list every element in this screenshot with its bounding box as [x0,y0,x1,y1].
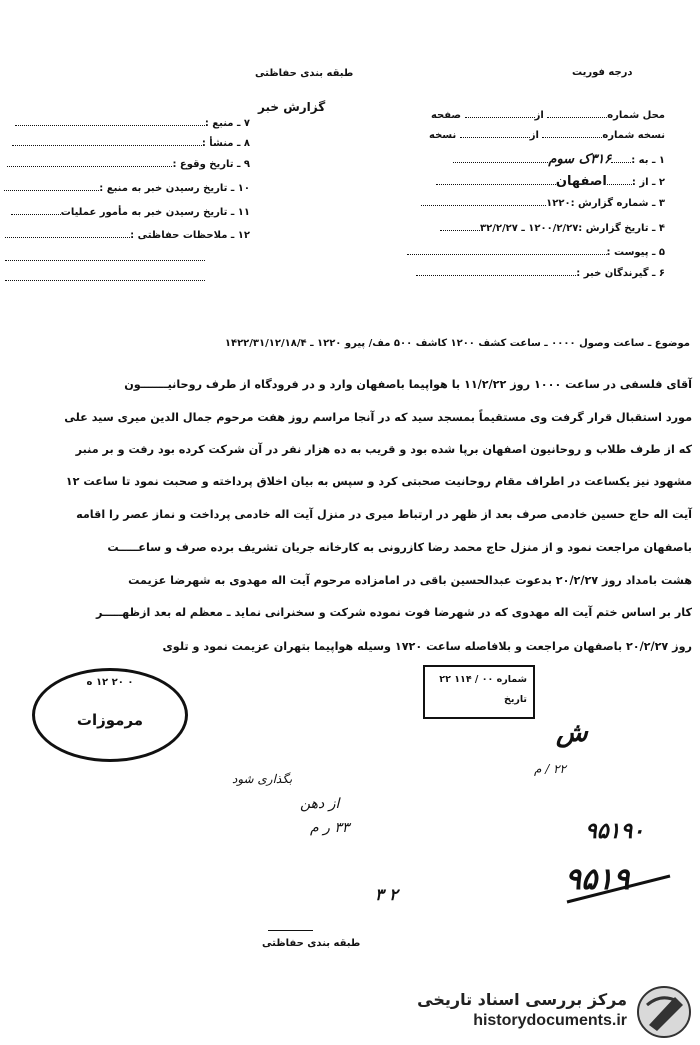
footer-rule [268,930,313,931]
field-origin: ۸ ـ منشأ : [12,138,250,149]
blank-line [5,260,205,261]
handwritten-number-struck: ۹۵۱۹ [565,862,629,897]
body-line: مورد استقبال قرار گرفت وی مستقیماً بمسجد سید که در آنجا مراسم روز هفت مرحوم جمال الدین میری سید علی [64,411,692,424]
watermark-title: مرکز بررسی اسناد تاریخی [417,990,627,1009]
field-news-to-agent-date: ۱۱ ـ تاریخ رسیدن خبر به مأمور عملیات [11,207,250,218]
handwritten-initial: ش [556,718,588,748]
handwritten-note: بگذاری شود [232,772,293,786]
field-report-date: ۴ ـ تاریخ گزارش :۱۲۰۰/۲/۲۷ ـ ۳۲/۲/۲۷ [440,223,665,234]
field-from: ۲ ـ از :اصفهان [436,174,665,189]
watermark-logo-icon [635,985,693,1040]
body-line: آقای فلسفی در ساعت ۱۰۰۰ روز ۱۱/۲/۲۲ با هواپیما باصفهان وارد و در فرودگاه از طرف روحانیـــــــون [124,378,692,391]
stamp-main-text: مرموزات [76,711,144,729]
body-line: کار بر اساس ختم آیت اله مهدوی که در شهرضا فوت نموده شرکت و سخنرانی نماید ـ معظم له بعد ازظهـــــر [96,606,692,619]
body-line: آیت اله حاج حسین خادمی صرف بعد از ظهر در ارتباط میری در منزل آیت اله خادمی پرداخت و نماز عصر را اقامه [76,508,692,521]
body-line: باصفهان مراجعت نمود و از منزل حاج محمد رضا کازرونی به کارخانه جریان تشریف برده صرف و ساعـــــت [107,541,692,554]
rect-stamp-line2: تاریخ [503,694,527,705]
priority-label: درجه فوریت [572,67,633,78]
field-occurrence-date: ۹ ـ تاریخ وقوع : [7,159,250,170]
field-news-to-source-date: ۱۰ ـ تاریخ رسیدن خبر به منبع : [4,183,250,194]
field-source: ۷ ـ منبع : [15,118,250,129]
classification-top: طبقه بندی حفاظتی [255,68,354,79]
body-line: روز ۲۰/۲/۲۷ باصفهان مراجعت و بلافاصله ساعت ۱۷۲۰ وسیله هواپیما بتهران عزیمت نمود و تلوی [162,640,692,653]
oval-stamp [32,668,188,762]
field-report-number: ۳ ـ شماره گزارش :۱۲۲۰ [421,198,665,209]
subject-line: موضوع ـ ساعت وصول ۰۰۰۰ ـ ساعت کشف ۱۲۰۰ کاشف ۵۰۰ مف/ پیرو ۱۲۲۰ ـ ۱۴۲۲/۳۱/۱۲/۱۸/۴ [224,338,690,349]
handwritten-signature: از دهن [300,796,340,812]
field-security-notes: ۱۲ ـ ملاحظات حفاظتی : [5,230,250,241]
rect-stamp-line1: شماره ۰۰ / ۱۱۴ ۲۲ [439,674,527,685]
watermark [410,985,695,1040]
handwritten-number: ۹۵۱۹۰ [585,818,645,844]
field-page-number: محل شماره از صفحه [430,110,665,121]
field-copy-number: نسخه شماره از نسخه [429,130,665,141]
blank-line [5,280,205,281]
field-to: ۱ ـ به :۳۱۶ک سوم [453,152,665,167]
body-line: که از طرف طلاب و روحانیون اصفهان برپا شده بود و قریب به ده هزار نفر در آن شرکت کرده بود رفت و بر منبر [75,443,692,456]
stamp-top-text: ۰ ۲۰ ۱۲ ه [86,677,134,688]
handwritten-initial-date: ۲۲ / م [534,762,566,776]
watermark-url: historydocuments.ir [473,1012,627,1029]
strike-mark [565,868,675,908]
classification-bottom: طبقه بندی حفاظتی [262,938,361,949]
handwritten-bottom-number: ۳ ۲ [375,885,398,904]
field-attachment: ۵ ـ پیوست : [407,247,666,258]
report-title: گزارش خبر [258,100,326,114]
body-line: مشهود نیز یکساعت در اطراف مقام روحانیت صحبتی کرد و سپس به بیان اخلاق پرداخته و صحبت نمود تا ساعت ۱۲ [65,475,692,488]
field-recipients: ۶ ـ گیرندگان خبر : [416,268,665,279]
body-line: هشت بامداد روز ۲۰/۲/۲۷ بدعوت عبدالحسین باقی در امامزاده مرحوم آیت اله مهدوی به شهرضا عزیمت [128,574,692,587]
rect-stamp [423,665,535,719]
handwritten-date: ۳۳ ر م [310,820,350,836]
